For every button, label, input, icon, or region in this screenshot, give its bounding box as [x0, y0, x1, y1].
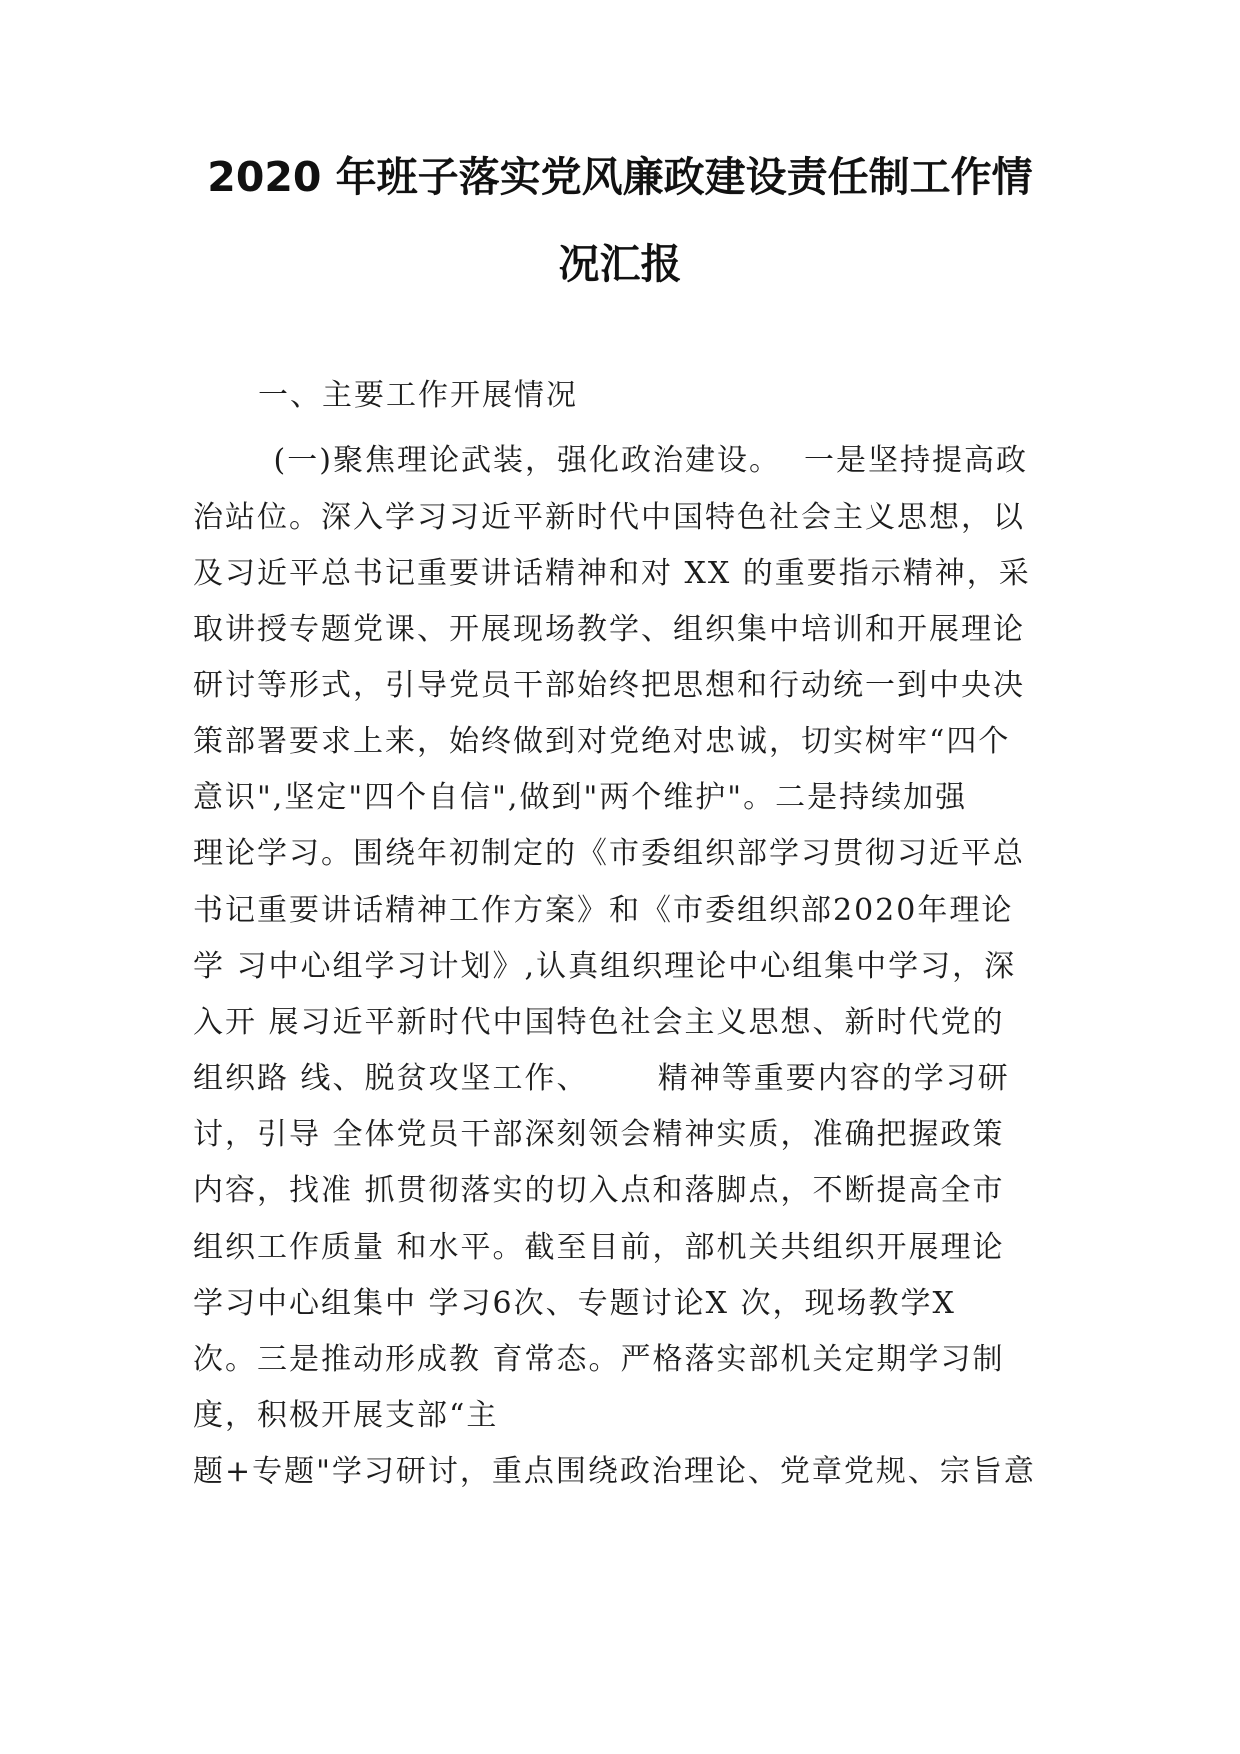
body-line: 度，积极开展支部“主 [193, 1398, 499, 1433]
body-line: 入开 展习近平新时代中国特色社会主义思想、新时代党的 [193, 1005, 1005, 1040]
section-heading: 一、主要工作开展情况 [258, 378, 578, 413]
body-line: 意识",坚定"四个自信",做到"两个维护"。二是持续加强 [193, 780, 968, 815]
body-line: 策部署要求上来，始终做到对党绝对忠诚，切实树牢“四个 [193, 724, 1011, 759]
body-line: 研讨等形式，引导党员干部始终把思想和行动统一到中央决 [193, 668, 1025, 703]
body-line: 次。三是推动形成教 育常态。严格落实部机关定期学习制 [193, 1342, 1005, 1377]
body-line: 及习近平总书记重要讲话精神和对 XX 的重要指示精神，采 [193, 556, 1031, 591]
body-line: 题+专题"学习研讨，重点围绕政治理论、党章党规、宗旨意 [193, 1454, 1036, 1489]
body-line: 学 习中心组学习计划》,认真组织理论中心组集中学习，深 [193, 949, 1017, 984]
body-line: 组织工作质量 和水平。截至目前，部机关共组织开展理论 [193, 1230, 1005, 1265]
body-line: 理论学习。围绕年初制定的《市委组织部学习贯彻习近平总 [193, 836, 1025, 871]
body-line: 组织路 线、脱贫攻坚工作、 精神等重要内容的学习研 [193, 1061, 1010, 1096]
body-line: 学习中心组集中 学习6次、专题讨论X 次，现场教学X [193, 1286, 956, 1321]
body-line: 取讲授专题党课、开展现场教学、组织集中培训和开展理论 [193, 612, 1025, 647]
document-title-line-1: 2020 年班子落实党风廉政建设责任制工作情 [207, 153, 1033, 201]
subsection-heading-line: (一)聚焦理论武装，强化政治建设。 一是坚持提高政 [262, 443, 1029, 478]
body-line: 讨，引导 全体党员干部深刻领会精神实质，准确把握政策 [193, 1117, 1005, 1152]
body-line: 书记重要讲话精神工作方案》和《市委组织部2020年理论 [193, 893, 1014, 928]
body-line: 内容，找准 抓贯彻落实的切入点和落脚点，不断提高全市 [193, 1173, 1005, 1208]
document-title-line-2: 况汇报 [558, 240, 682, 288]
body-line: 治站位。深入学习习近平新时代中国特色社会主义思想，以 [193, 500, 1025, 535]
